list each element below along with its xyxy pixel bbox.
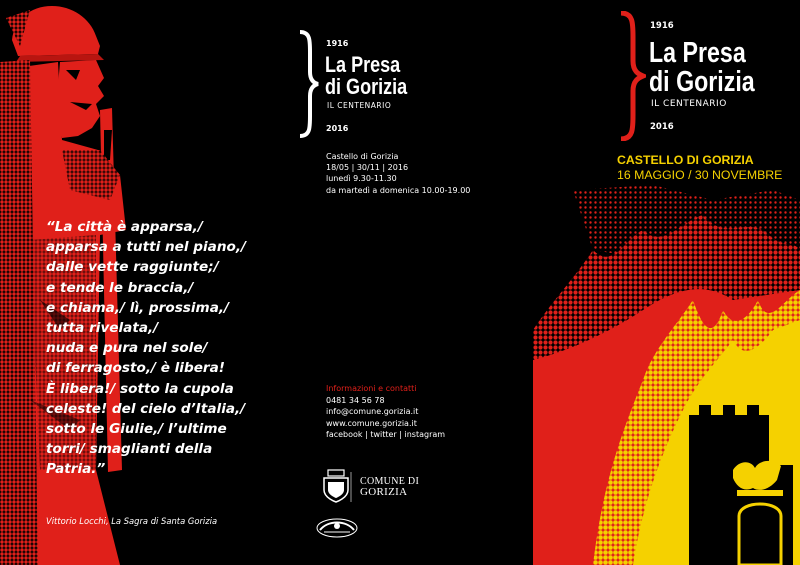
inner-left-panel <box>0 0 268 565</box>
quote-line: di ferragosto,/ è libera! <box>46 360 225 377</box>
sponsor-logo-icon <box>314 512 360 544</box>
quote-block <box>46 217 266 480</box>
logo-subtitle: IL CENTENARIO <box>327 101 392 110</box>
comune-line2: GORIZIA <box>360 486 408 498</box>
contacts-heading: Informazioni e contatti <box>326 384 417 393</box>
contact-email: info@comune.gorizia.it <box>326 407 419 417</box>
logo-subtitle: IL CENTENARIO <box>651 99 727 109</box>
quote-line: Patria.” <box>46 461 106 478</box>
quote-line: nuda e pura nel sole/ <box>46 340 208 357</box>
info-weekday-hours: da martedì a domenica 10.00-19.00 <box>326 185 471 195</box>
quote-author: Vittorio Locchi, La Sagra di Santa Gorizia <box>46 516 218 526</box>
comune-line1: COMUNE DI <box>360 476 420 487</box>
year-start: 1916 <box>650 21 674 31</box>
contact-website: www.comune.gorizia.it <box>326 418 417 428</box>
quote-line: È libera!/ sotto la cupola <box>46 380 234 397</box>
quote-line: e tende le braccia,/ <box>46 279 194 296</box>
event-logo-cover <box>616 11 786 141</box>
logo-title-line1: La Presa <box>649 37 746 69</box>
comune-logo <box>318 468 420 508</box>
year-end: 2016 <box>326 124 349 133</box>
contacts-block <box>326 383 445 441</box>
coat-of-arms-icon <box>318 468 354 504</box>
info-dates: 18/05 | 30/11 | 2016 <box>326 163 409 173</box>
cover-dates <box>617 153 782 182</box>
quote-line: “La città è apparsa,/ <box>46 219 203 235</box>
contact-social: facebook | twitter | instagram <box>326 430 446 440</box>
logo-title-line2: di Gorizia <box>649 66 755 98</box>
year-end: 2016 <box>650 122 674 132</box>
opening-info <box>326 151 470 196</box>
red-brace-icon <box>296 30 320 138</box>
quote-line: tutta rivelata,/ <box>46 320 159 337</box>
quote-line: sotto le Giulie,/ l’ultime <box>46 421 227 438</box>
cover-period: 16 MAGGIO / 30 NOVEMBRE <box>617 168 783 182</box>
quote-line: torri/ smaglianti della <box>46 441 213 458</box>
logo-title-line2: di Gorizia <box>325 74 408 99</box>
event-logo-small <box>296 30 436 140</box>
year-start: 1916 <box>326 39 349 48</box>
cover-venue: CASTELLO DI GORIZIA <box>617 153 754 167</box>
quote-line: e chiama,/ lì, prossima,/ <box>46 299 230 316</box>
quote-line: celeste! del cielo d’Italia,/ <box>46 400 246 417</box>
info-monday-hours: lunedì 9.30-11.30 <box>326 174 397 184</box>
info-venue: Castello di Gorizia <box>326 152 399 161</box>
comune-name <box>360 476 419 498</box>
red-brace-icon <box>616 11 646 141</box>
quote-line: apparsa a tutti nel piano,/ <box>46 239 246 256</box>
contact-phone: 0481 34 56 78 <box>326 395 385 405</box>
quote-line: dalle vette raggiunte;/ <box>46 259 219 276</box>
logo-title-line1: La Presa <box>325 52 401 77</box>
